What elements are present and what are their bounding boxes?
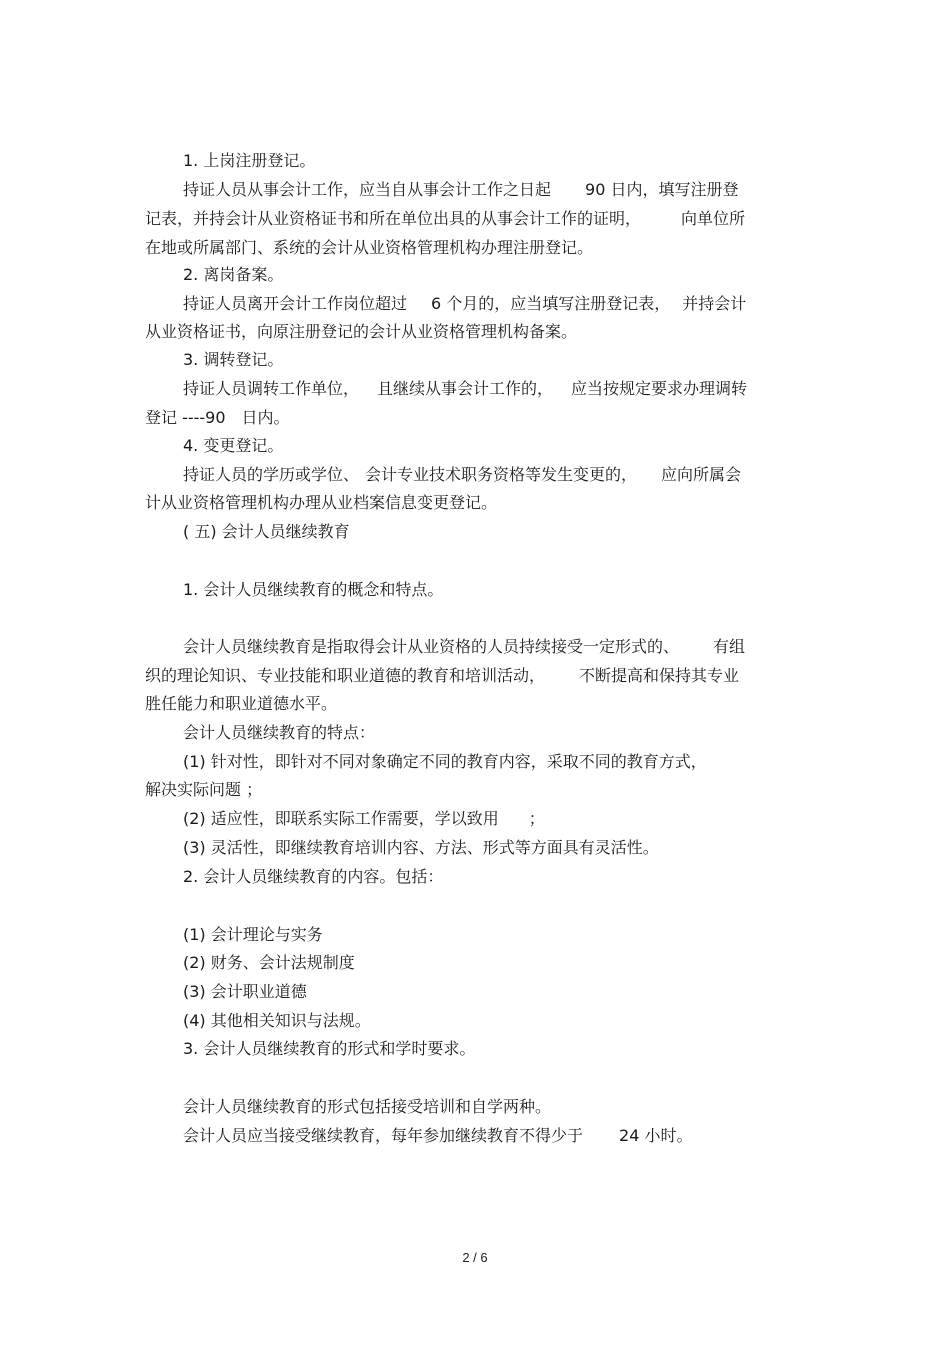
text-run: 记表，并持会计从业资格证书和所在单位出具的从事会计工作的证明， (145, 209, 642, 228)
list-item (183, 982, 307, 1002)
paragraph-line (145, 666, 739, 686)
text-run: 计从业资格管理机构办理从业档案信息变更登记。 (145, 493, 498, 512)
text-run: 3. 会计人员继续教育的形式和学时要求。 (183, 1039, 476, 1058)
text-run: 会计人员继续教育的形式包括接受培训和自学两种。 (183, 1097, 552, 1116)
text-run: ； (528, 809, 545, 828)
page-number: 2 / 6 (462, 1250, 488, 1265)
list-item (183, 809, 545, 829)
text-run: 4. 变更登记。 (183, 436, 284, 455)
text-run: (2) 财务、会计法规制度 (183, 953, 355, 972)
text-run: 1. 上岗注册登记。 (183, 151, 316, 170)
text-run: 有组 (713, 637, 746, 656)
list-item (183, 752, 707, 772)
text-run: 日内。 (241, 408, 290, 427)
text-run: 90 日内，填写注册登 (585, 180, 739, 199)
paragraph-line (145, 694, 337, 714)
text-run: 胜任能力和职业道德水平。 (145, 694, 338, 713)
text-run: 1. 会计人员继续教育的概念和特点。 (183, 580, 444, 599)
section-heading-continuing-education (183, 522, 350, 542)
text-run: 会计人员应当接受继续教育，每年参加继续教育不得少于 (183, 1126, 584, 1145)
paragraph-line (183, 294, 746, 314)
text-run: 应当按规定要求办理调转 (571, 379, 748, 398)
paragraph-line (183, 1097, 551, 1117)
text-run: 向单位所 (681, 209, 746, 228)
text-run: (2) 适应性，即联系实际工作需要，学以致用 (183, 809, 499, 828)
paragraph-line (145, 322, 577, 342)
paragraph-line (145, 493, 497, 513)
section-heading-concept (183, 580, 443, 600)
text-run: 不断提高和保持其专业 (579, 666, 740, 685)
text-run: ( 五) 会计人员继续教育 (183, 522, 350, 541)
paragraph-line (183, 465, 741, 485)
text-run: 持证人员的学历或学位、 (183, 465, 360, 484)
text-run: 应向所属会 (661, 465, 742, 484)
text-run: (1) 针对性，即针对不同对象确定不同的教育内容，采取不同的教育方式， (183, 752, 707, 771)
section-heading-registration (183, 151, 315, 171)
text-run: 解决实际问题 ； (145, 780, 263, 799)
text-run: 会计专业技术职务资格等发生变更的， (365, 465, 638, 484)
list-item (183, 838, 659, 858)
paragraph-line (183, 637, 745, 657)
text-run: 3. 调转登记。 (183, 350, 284, 369)
paragraph-line (145, 238, 593, 258)
section-heading-transfer (183, 350, 283, 370)
text-run: 从业资格证书，向原注册登记的会计从业资格管理机构备案。 (145, 322, 578, 341)
text-run: 会计人员继续教育是指取得会计从业资格的人员持续接受一定形式的、 (183, 637, 680, 656)
section-heading-change (183, 436, 283, 456)
section-heading-content (183, 867, 443, 887)
list-item-continuation (145, 780, 262, 800)
paragraph-line (183, 723, 375, 743)
text-run: 且继续从事会计工作的， (377, 379, 554, 398)
text-run: 2. 会计人员继续教育的内容。包括： (183, 867, 444, 886)
list-item (183, 953, 355, 973)
text-run: 登记 ----90 (145, 408, 226, 427)
text-run: 2. 离岗备案。 (183, 265, 284, 284)
text-run: 在地或所属部门、系统的会计从业资格管理机构办理注册登记。 (145, 238, 594, 257)
paragraph-line (183, 379, 747, 399)
list-item (183, 1011, 371, 1031)
text-run: 持证人员离开会计工作岗位超过 (183, 294, 408, 313)
text-run: 6 个月的，应当填写注册登记表， (431, 294, 671, 313)
text-run: 会计人员继续教育的特点： (183, 723, 376, 742)
list-item (183, 925, 323, 945)
text-run: 24 小时。 (619, 1126, 693, 1145)
paragraph-line (183, 180, 738, 200)
text-run: (3) 会计职业道德 (183, 982, 307, 1001)
section-heading-form (183, 1039, 475, 1059)
text-run: (4) 其他相关知识与法规。 (183, 1011, 371, 1030)
paragraph-line (145, 408, 290, 428)
text-run: (3) 灵活性，即继续教育培训内容、方法、形式等方面具有灵活性。 (183, 838, 659, 857)
section-heading-leave (183, 265, 283, 285)
text-run: (1) 会计理论与实务 (183, 925, 323, 944)
text-run: 持证人员从事会计工作，应当自从事会计工作之日起 (183, 180, 552, 199)
text-run: 并持会计 (682, 294, 747, 313)
text-run: 织的理论知识、专业技能和职业道德的教育和培训活动， (145, 666, 546, 685)
paragraph-line (183, 1126, 692, 1146)
text-run: 持证人员调转工作单位， (183, 379, 360, 398)
paragraph-line (145, 209, 745, 229)
